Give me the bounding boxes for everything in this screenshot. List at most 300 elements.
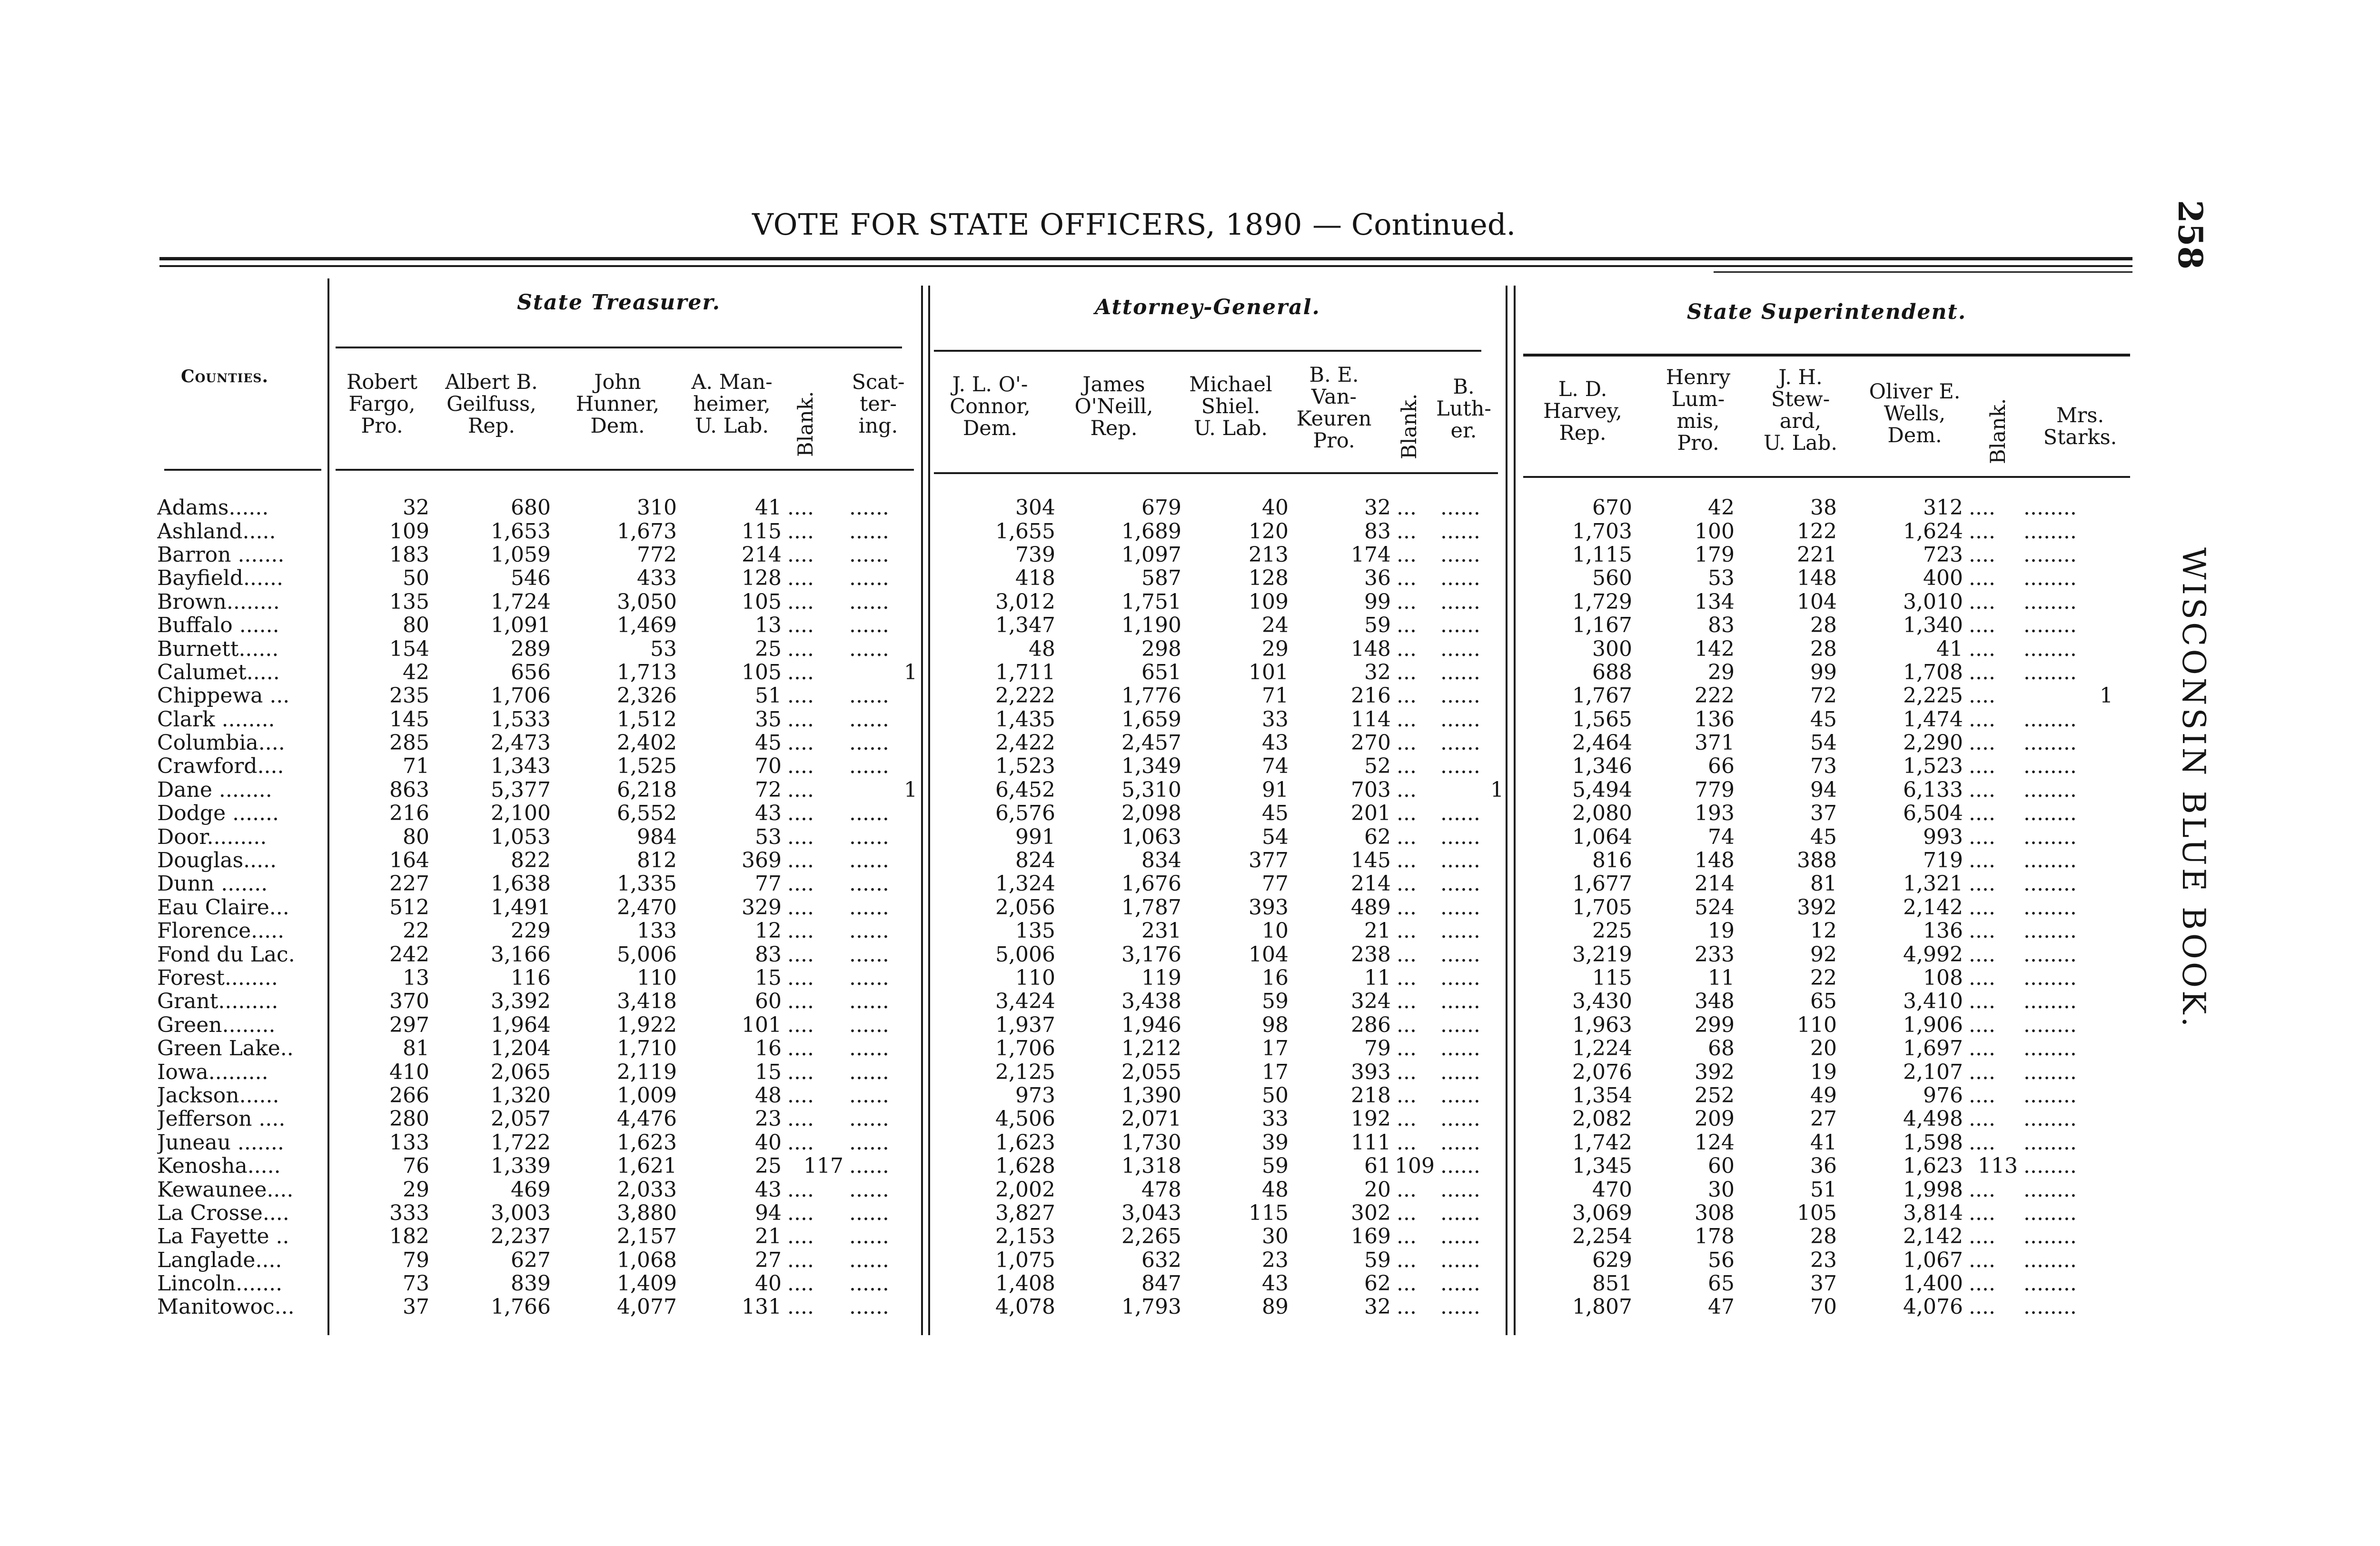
cell-manheimer: 16 (755, 1036, 782, 1060)
cell-wells: 400 (1923, 566, 1963, 590)
cell-geilfuss: 1,724 (491, 590, 551, 614)
cell-starks: ........ (2023, 966, 2077, 990)
cell-starks: 1 (2099, 684, 2113, 708)
cell-blank-superintendent: .... (1968, 590, 1995, 614)
hdr-line: Stew- (1771, 387, 1830, 411)
cell-scattering: 1 (904, 660, 917, 684)
cell-county: Kenosha..... (157, 1154, 281, 1178)
hdr-line: O'Neill, (1074, 395, 1153, 418)
title-rule-top (159, 257, 2132, 260)
cell-blank-treasurer: .... (787, 496, 814, 520)
cell-scattering: ...... (849, 1248, 889, 1272)
cell-steward: 27 (1810, 1107, 1837, 1131)
cell-fargo: 50 (403, 566, 429, 590)
hdr-line: Pro. (361, 414, 403, 438)
cell-manheimer: 60 (755, 990, 782, 1013)
cell-hunner: 1,525 (617, 754, 677, 778)
cell-county: Burnett...... (157, 637, 279, 661)
cell-blank-attorney: ... (1397, 731, 1417, 755)
cell-blank-treasurer: .... (787, 1201, 814, 1225)
cell-vankeuren: 214 (1351, 872, 1391, 896)
cell-vankeuren: 83 (1364, 519, 1391, 543)
cell-wells: 1,474 (1903, 707, 1963, 731)
cell-blank-superintendent: .... (1968, 637, 1995, 661)
cell-blank-superintendent: .... (1968, 660, 1995, 684)
cell-steward: 105 (1797, 1201, 1837, 1225)
cell-oconnor: 824 (1015, 848, 1055, 872)
cell-hunner: 2,402 (617, 731, 677, 755)
cell-lummis: 299 (1695, 1013, 1735, 1037)
hdr-line: L. D. (1558, 377, 1607, 401)
col-header-steward (1749, 367, 1852, 454)
cell-oneill: 834 (1141, 848, 1181, 872)
cell-wells: 1,340 (1903, 613, 1963, 637)
cell-county: Grant......... (157, 990, 278, 1013)
cell-hunner: 110 (637, 966, 677, 990)
cell-luther: ...... (1440, 1271, 1480, 1296)
cell-oneill: 679 (1141, 496, 1181, 520)
cell-manheimer: 40 (755, 1271, 782, 1296)
cell-hunner: 1,469 (617, 613, 677, 637)
cell-harvey: 225 (1592, 919, 1632, 943)
cell-manheimer: 105 (742, 660, 782, 684)
cell-luther: ...... (1440, 1178, 1480, 1201)
cell-scattering: ...... (849, 1295, 889, 1319)
cell-blank-attorney: ... (1397, 1036, 1417, 1060)
cell-fargo: 863 (389, 778, 429, 802)
cell-blank-attorney: ... (1397, 1060, 1417, 1084)
cell-starks: ........ (2023, 754, 2077, 778)
cell-hunner: 2,157 (617, 1225, 677, 1249)
cell-luther: ...... (1440, 1036, 1480, 1060)
page-number: 258 (2171, 200, 2210, 270)
cell-scattering: ...... (849, 519, 889, 543)
table-row (157, 1107, 2117, 1130)
table-row (157, 896, 2117, 919)
cell-wells: 1,067 (1903, 1248, 1963, 1272)
cell-fargo: 135 (389, 590, 429, 614)
cell-scattering: ...... (849, 707, 889, 731)
cell-steward: 12 (1810, 919, 1837, 943)
cell-oconnor: 2,056 (995, 895, 1055, 920)
cell-shiel: 54 (1262, 825, 1289, 849)
cell-wells: 1,598 (1903, 1130, 1963, 1154)
cell-lummis: 371 (1695, 731, 1735, 755)
hdr-line: Keuren (1296, 407, 1372, 431)
col-header-scattering (843, 371, 914, 437)
cell-starks: ........ (2023, 496, 2077, 520)
cell-blank-attorney: ... (1397, 1083, 1417, 1108)
cell-blank-superintendent: .... (1968, 707, 1995, 731)
cell-harvey: 1,346 (1572, 754, 1632, 778)
cell-lummis: 233 (1695, 942, 1735, 966)
cell-shiel: 115 (1249, 1201, 1289, 1225)
cell-harvey: 2,080 (1572, 802, 1632, 825)
cell-steward: 49 (1810, 1083, 1837, 1108)
cell-vankeuren: 270 (1351, 731, 1391, 755)
cell-fargo: 80 (403, 825, 429, 849)
cell-oneill: 1,659 (1121, 707, 1181, 731)
cell-blank-attorney: ... (1397, 613, 1417, 637)
cell-county: Adams...... (157, 496, 269, 520)
cell-shiel: 91 (1262, 778, 1289, 802)
cell-oneill: 1,390 (1121, 1083, 1181, 1108)
cell-fargo: 216 (389, 802, 429, 825)
cell-wells: 1,906 (1903, 1013, 1963, 1037)
cell-shiel: 98 (1262, 1013, 1289, 1037)
cell-vankeuren: 20 (1364, 1178, 1391, 1201)
cell-scattering: ...... (849, 825, 889, 849)
cell-blank-attorney: ... (1397, 519, 1417, 543)
cell-oneill: 3,176 (1121, 942, 1181, 966)
cell-hunner: 1,409 (617, 1271, 677, 1296)
cell-blank-superintendent: .... (1968, 1271, 1995, 1296)
cell-scattering: ...... (849, 1013, 889, 1037)
cell-county: Columbia.... (157, 731, 285, 755)
cell-blank-treasurer: .... (787, 1013, 814, 1037)
cell-blank-attorney: ... (1397, 895, 1417, 920)
cell-blank-attorney: ... (1397, 660, 1417, 684)
cell-fargo: 410 (389, 1060, 429, 1084)
cell-lummis: 47 (1707, 1295, 1735, 1319)
cell-blank-superintendent: .... (1968, 1225, 1995, 1249)
cell-shiel: 59 (1262, 990, 1289, 1013)
header-underline-attorney (934, 472, 1498, 474)
cell-manheimer: 45 (755, 731, 782, 755)
hdr-line: Fargo, (348, 392, 416, 416)
cell-luther: ...... (1440, 1295, 1480, 1319)
cell-fargo: 285 (389, 731, 429, 755)
cell-oconnor: 6,452 (995, 778, 1055, 802)
cell-manheimer: 25 (755, 1154, 782, 1178)
cell-manheimer: 131 (742, 1295, 782, 1319)
cell-manheimer: 43 (755, 802, 782, 825)
header-underline-treasurer (336, 469, 914, 471)
cell-scattering: ...... (849, 966, 889, 990)
cell-blank-superintendent: .... (1968, 519, 1995, 543)
cell-blank-superintendent: .... (1968, 990, 1995, 1013)
cell-blank-attorney: ... (1397, 872, 1417, 896)
cell-blank-attorney: 109 (1395, 1154, 1435, 1178)
cell-lummis: 29 (1707, 660, 1735, 684)
cell-lummis: 148 (1695, 848, 1735, 872)
title-main: VOTE FOR STATE OFFICERS, 1890 (752, 207, 1303, 242)
cell-blank-attorney: ... (1397, 1130, 1417, 1154)
cell-wells: 136 (1923, 919, 1963, 943)
cell-county: Manitowoc... (157, 1295, 295, 1319)
cell-harvey: 629 (1592, 1248, 1632, 1272)
cell-starks: ........ (2023, 637, 2077, 661)
hdr-line: heimer, (693, 392, 771, 416)
cell-wells: 1,624 (1903, 519, 1963, 543)
cell-scattering: ...... (849, 872, 889, 896)
cell-geilfuss: 1,091 (491, 613, 551, 637)
cell-oconnor: 1,075 (995, 1248, 1055, 1272)
cell-vankeuren: 32 (1364, 496, 1391, 520)
col-header-wells (1852, 381, 1978, 446)
cell-blank-treasurer: .... (787, 566, 814, 590)
cell-scattering: ...... (849, 942, 889, 966)
cell-vankeuren: 79 (1364, 1036, 1391, 1060)
cell-luther: ...... (1440, 613, 1480, 637)
cell-shiel: 16 (1262, 966, 1289, 990)
hdr-line: Pro. (1313, 429, 1355, 453)
table-row (157, 1084, 2117, 1107)
cell-blank-treasurer: .... (787, 731, 814, 755)
cell-starks: ........ (2023, 848, 2077, 872)
cell-fargo: 29 (403, 1178, 429, 1201)
cell-geilfuss: 2,065 (491, 1060, 551, 1084)
cell-scattering: ...... (849, 590, 889, 614)
cell-blank-treasurer: .... (787, 590, 814, 614)
cell-blank-attorney: ... (1397, 802, 1417, 825)
cell-oconnor: 1,324 (995, 872, 1055, 896)
cell-county: Barron ....... (157, 543, 285, 567)
cell-oconnor: 1,655 (995, 519, 1055, 543)
cell-wells: 2,225 (1903, 684, 1963, 708)
cell-shiel: 393 (1249, 895, 1289, 920)
table-row (157, 614, 2117, 637)
cell-county: Juneau ....... (157, 1130, 284, 1154)
cell-hunner: 2,033 (617, 1178, 677, 1201)
cell-geilfuss: 1,653 (491, 519, 551, 543)
cell-shiel: 213 (1249, 543, 1289, 567)
cell-geilfuss: 1,638 (491, 872, 551, 896)
cell-lummis: 60 (1707, 1154, 1735, 1178)
cell-lummis: 392 (1695, 1060, 1735, 1084)
cell-oconnor: 1,628 (995, 1154, 1055, 1178)
cell-luther: ...... (1440, 496, 1480, 520)
cell-manheimer: 329 (742, 895, 782, 920)
cell-vankeuren: 52 (1364, 754, 1391, 778)
table-row (157, 1295, 2117, 1318)
cell-scattering: ...... (849, 637, 889, 661)
cell-blank-attorney: ... (1397, 848, 1417, 872)
cell-lummis: 56 (1707, 1248, 1735, 1272)
cell-vankeuren: 218 (1351, 1083, 1391, 1108)
cell-steward: 45 (1810, 707, 1837, 731)
cell-shiel: 377 (1249, 848, 1289, 872)
table-row (157, 637, 2117, 660)
cell-vankeuren: 703 (1351, 778, 1391, 802)
title-continued: — Continued. (1312, 207, 1516, 242)
cell-shiel: 17 (1262, 1060, 1289, 1084)
cell-steward: 148 (1797, 566, 1837, 590)
cell-shiel: 17 (1262, 1036, 1289, 1060)
cell-luther: ...... (1440, 566, 1480, 590)
col-header-fargo (333, 371, 431, 437)
cell-scattering: ...... (849, 1060, 889, 1084)
hdr-line: U. Lab. (694, 414, 769, 438)
cell-luther: ...... (1440, 872, 1480, 896)
cell-starks: ........ (2023, 1295, 2077, 1319)
hdr-line: B. (1453, 375, 1475, 399)
cell-oneill: 3,043 (1121, 1201, 1181, 1225)
cell-geilfuss: 546 (511, 566, 551, 590)
cell-scattering: ...... (849, 1107, 889, 1131)
cell-steward: 94 (1810, 778, 1837, 802)
cell-hunner: 1,623 (617, 1130, 677, 1154)
cell-harvey: 2,464 (1572, 731, 1632, 755)
cell-wells: 993 (1923, 825, 1963, 849)
cell-manheimer: 13 (755, 613, 782, 637)
cell-blank-treasurer: .... (787, 519, 814, 543)
cell-wells: 6,504 (1903, 802, 1963, 825)
cell-hunner: 4,077 (617, 1295, 677, 1319)
cell-shiel: 40 (1262, 496, 1289, 520)
cell-county: Clark ........ (157, 707, 275, 731)
cell-vankeuren: 169 (1351, 1225, 1391, 1249)
col-header-blank-superintendent: Blank. (1986, 398, 2010, 464)
cell-geilfuss: 2,473 (491, 731, 551, 755)
cell-blank-attorney: ... (1397, 1225, 1417, 1249)
cell-manheimer: 12 (755, 919, 782, 943)
cell-blank-treasurer: .... (787, 848, 814, 872)
cell-geilfuss: 5,377 (491, 778, 551, 802)
cell-luther: ...... (1440, 942, 1480, 966)
cell-lummis: 74 (1707, 825, 1735, 849)
cell-blank-treasurer: .... (787, 1178, 814, 1201)
cell-blank-superintendent: .... (1968, 919, 1995, 943)
cell-wells: 1,400 (1903, 1271, 1963, 1296)
cell-harvey: 470 (1592, 1178, 1632, 1201)
cell-shiel: 23 (1262, 1248, 1289, 1272)
hdr-line: Dem. (1887, 424, 1942, 447)
cell-oconnor: 2,125 (995, 1060, 1055, 1084)
cell-oconnor: 2,002 (995, 1178, 1055, 1201)
cell-blank-treasurer: .... (787, 778, 814, 802)
cell-lummis: 142 (1695, 637, 1735, 661)
cell-geilfuss: 2,237 (491, 1225, 551, 1249)
cell-hunner: 433 (637, 566, 677, 590)
table-row (157, 1131, 2117, 1154)
cell-steward: 72 (1810, 684, 1837, 708)
cell-lummis: 66 (1707, 754, 1735, 778)
cell-hunner: 1,335 (617, 872, 677, 896)
cell-oneill: 2,098 (1121, 802, 1181, 825)
table-row (157, 802, 2117, 825)
cell-geilfuss: 1,722 (491, 1130, 551, 1154)
cell-county: Iowa......... (157, 1060, 268, 1084)
cell-geilfuss: 116 (511, 966, 551, 990)
hdr-line: Pro. (1677, 431, 1719, 455)
cell-oconnor: 5,006 (995, 942, 1055, 966)
cell-shiel: 59 (1262, 1154, 1289, 1178)
cell-oneill: 3,438 (1121, 990, 1181, 1013)
cell-geilfuss: 1,964 (491, 1013, 551, 1037)
cell-shiel: 30 (1262, 1225, 1289, 1249)
cell-luther: ...... (1440, 707, 1480, 731)
cell-vankeuren: 59 (1364, 1248, 1391, 1272)
cell-fargo: 37 (403, 1295, 429, 1319)
cell-wells: 3,010 (1903, 590, 1963, 614)
cell-manheimer: 21 (755, 1225, 782, 1249)
cell-manheimer: 115 (742, 519, 782, 543)
cell-shiel: 50 (1262, 1083, 1289, 1108)
cell-blank-treasurer: .... (787, 1271, 814, 1296)
cell-harvey: 2,254 (1572, 1225, 1632, 1249)
cell-oconnor: 3,012 (995, 590, 1055, 614)
cell-luther: ...... (1440, 1083, 1480, 1108)
cell-steward: 104 (1797, 590, 1837, 614)
hdr-line: Geilfuss, (446, 392, 536, 416)
cell-oconnor: 1,523 (995, 754, 1055, 778)
cell-oneill: 298 (1141, 637, 1181, 661)
cell-oconnor: 1,347 (995, 613, 1055, 637)
col-header-harvey (1518, 378, 1647, 444)
cell-manheimer: 27 (755, 1248, 782, 1272)
cell-county: Dunn ....... (157, 872, 268, 896)
cell-hunner: 6,552 (617, 802, 677, 825)
cell-fargo: 182 (389, 1225, 429, 1249)
cell-wells: 1,998 (1903, 1178, 1963, 1201)
cell-blank-treasurer: .... (787, 660, 814, 684)
cell-wells: 3,814 (1903, 1201, 1963, 1225)
col-header-blank-treasurer: Blank. (794, 391, 818, 457)
cell-shiel: 89 (1262, 1295, 1289, 1319)
table-row (157, 942, 2117, 966)
cell-scattering: ...... (849, 1154, 889, 1178)
cell-lummis: 308 (1695, 1201, 1735, 1225)
cell-hunner: 2,119 (617, 1060, 677, 1084)
cell-fargo: 333 (389, 1201, 429, 1225)
vote-table-body (157, 496, 2117, 1319)
cell-fargo: 227 (389, 872, 429, 896)
cell-shiel: 33 (1262, 707, 1289, 731)
table-row (157, 778, 2117, 802)
hdr-line: John (594, 370, 641, 394)
cell-oneill: 1,793 (1121, 1295, 1181, 1319)
cell-luther: ...... (1440, 1013, 1480, 1037)
cell-geilfuss: 1,320 (491, 1083, 551, 1108)
cell-hunner: 1,710 (617, 1036, 677, 1060)
cell-county: Calumet..... (157, 660, 280, 684)
cell-blank-attorney: ... (1397, 637, 1417, 661)
cell-scattering: ...... (849, 1083, 889, 1108)
cell-geilfuss: 1,491 (491, 895, 551, 920)
cell-manheimer: 43 (755, 1178, 782, 1201)
hdr-line: Harvey, (1543, 399, 1622, 423)
cell-manheimer: 15 (755, 1060, 782, 1084)
cell-oneill: 478 (1141, 1178, 1181, 1201)
cell-scattering: ...... (849, 684, 889, 708)
cell-geilfuss: 839 (511, 1271, 551, 1296)
cell-scattering: ...... (849, 1036, 889, 1060)
cell-oneill: 1,097 (1121, 543, 1181, 567)
hdr-line: Wells, (1884, 402, 1946, 426)
cell-hunner: 1,512 (617, 707, 677, 731)
cell-county: Dane ........ (157, 778, 272, 802)
table-row (157, 1060, 2117, 1083)
cell-blank-treasurer: .... (787, 825, 814, 849)
header-underline-counties (164, 469, 321, 471)
col-header-hunner (555, 371, 681, 437)
cell-starks: ........ (2023, 1178, 2077, 1201)
cell-blank-treasurer: .... (787, 872, 814, 896)
hdr-line: J. H. (1778, 366, 1823, 389)
cell-oneill: 1,190 (1121, 613, 1181, 637)
table-row (157, 1225, 2117, 1248)
cell-blank-superintendent: .... (1968, 895, 1995, 920)
cell-harvey: 688 (1592, 660, 1632, 684)
cell-manheimer: 51 (755, 684, 782, 708)
cell-geilfuss: 3,392 (491, 990, 551, 1013)
cell-shiel: 45 (1262, 802, 1289, 825)
cell-luther: ...... (1440, 754, 1480, 778)
cell-vankeuren: 286 (1351, 1013, 1391, 1037)
cell-oneill: 587 (1141, 566, 1181, 590)
cell-wells: 4,076 (1903, 1295, 1963, 1319)
